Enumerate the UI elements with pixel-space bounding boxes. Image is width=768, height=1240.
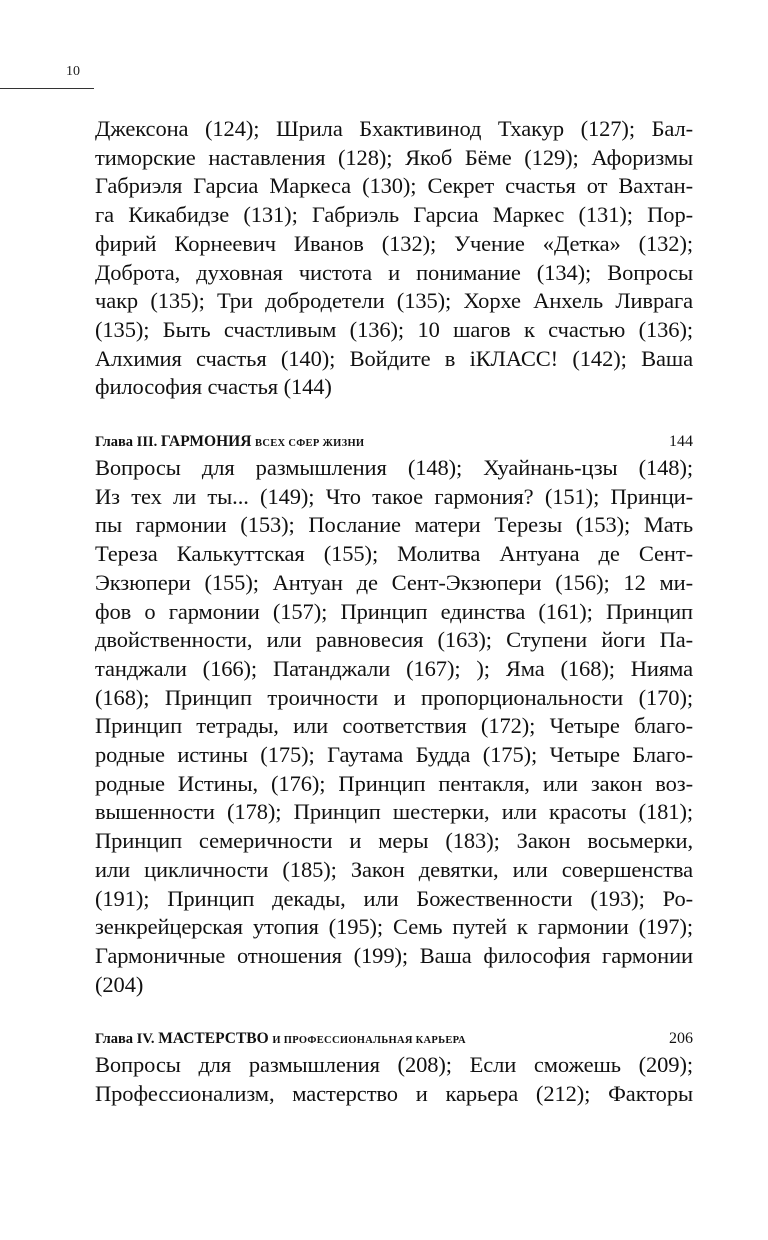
toc-line: (135); Быть счастливым (136); 10 шагов к счастью (136); (95, 316, 693, 342)
toc-line: га Кикабидзе (131); Габриэль Гарсиа Маркес (131); Пор- (95, 202, 693, 228)
chapter-3-heading (95, 432, 693, 454)
toc-line: Вопросы для размышления (208); Если сможешь (209); (95, 1052, 693, 1078)
toc-line: Доброта, духовная чистота и понимание (134); Вопросы (95, 259, 693, 285)
toc-line: вышенности (178); Принцип шестерки, или красоты (181); (95, 799, 693, 825)
toc-line: или цикличности (185); Закон девятки, или совершенства (95, 856, 693, 882)
toc-line: фирий Корнеевич Иванов (132); Учение «Детка» (132); (95, 230, 693, 256)
toc-line: чакр (135); Три добродетели (135); Хорхе Анхель Ливрага (95, 288, 693, 314)
chapter-4-title (95, 1029, 466, 1051)
page-number: 10 (66, 64, 80, 79)
toc-line: танджали (166); Патанджали (167); ); Яма (168); Нияма (95, 655, 693, 681)
chapter-3-title-rest: ВСЕХ СФЕР ЖИЗНИ (255, 438, 365, 450)
toc-line: Алхимия счастья (140); Войдите в iКЛАСС! (142); Ваша (95, 345, 693, 371)
chapter-3-title (95, 432, 364, 454)
toc-line: (168); Принцип троичности и пропорциональности (170); (95, 684, 693, 710)
toc-line: Вопросы для размышления (148); Хуайнань-цзы (148); (95, 455, 693, 481)
toc-line: родные истины (175); Гаутама Будда (175); Четыре Благо- (95, 742, 693, 768)
chapter-3-title-main: ГАРМОНИЯ (160, 433, 252, 451)
chapter-4-page: 206 (669, 1030, 693, 1048)
toc-line: родные Истины, (176); Принцип пентакля, или закон воз- (95, 770, 693, 796)
toc-line: философия счастья (144) (95, 374, 332, 400)
chapter-4-heading (95, 1029, 693, 1051)
toc-entries-chapter-4 (95, 1051, 693, 1108)
toc-line: пы гармонии (153); Послание матери Терезы (153); Мать (95, 512, 693, 538)
toc-line: Из тех ли ты... (149); Что такое гармония? (151); Принци- (95, 483, 693, 509)
toc-line: Профессионализм, мастерство и карьера (212); Факторы (95, 1081, 693, 1107)
chapter-4-prefix: Глава IV. (95, 1031, 155, 1048)
chapter-4-title-rest: И ПРОФЕССИОНАЛЬНАЯ КАРЬЕРА (272, 1035, 466, 1047)
toc-content (95, 115, 693, 1109)
toc-entries-chapter-3 (95, 454, 693, 999)
toc-entries-chapter-2-continued (95, 115, 693, 402)
toc-line: (204) (95, 971, 144, 997)
chapter-3-prefix: Глава III. (95, 434, 158, 451)
toc-line: Джексона (124); Шрила Бхактивинод Тхакур (127); Бал- (95, 116, 693, 141)
toc-line: двойственности, или равновесия (163); Ступени йоги Па- (95, 627, 693, 653)
toc-line: (191); Принцип декады, или Божественности (193); Ро- (95, 885, 693, 911)
chapter-3-page: 144 (669, 433, 693, 451)
toc-line: Тереза Калькуттская (155); Молитва Антуана де Сент- (95, 541, 693, 567)
toc-line: зенкрейцерская утопия (195); Семь путей к гармонии (197); (95, 914, 693, 940)
toc-line: Принцип тетрады, или соответствия (172); Четыре благо- (95, 713, 693, 739)
toc-line: Габриэля Гарсиа Маркеса (130); Секрет счастья от Вахтан- (95, 173, 693, 199)
toc-line: фов о гармонии (157); Принцип единства (161); Принцип (95, 598, 693, 624)
chapter-4-title-main: МАСТЕРСТВО (158, 1030, 269, 1048)
toc-line: Принцип семеричности и меры (183); Закон восьмерки, (95, 828, 693, 854)
toc-line: Гармоничные отношения (199); Ваша философия гармонии (95, 942, 693, 968)
header-rule (0, 88, 94, 89)
toc-line: Экзюпери (155); Антуан де Сент-Экзюпери (156); 12 ми- (95, 569, 693, 595)
toc-line: тиморские наставления (128); Якоб Бёме (129); Афоризмы (95, 144, 693, 170)
